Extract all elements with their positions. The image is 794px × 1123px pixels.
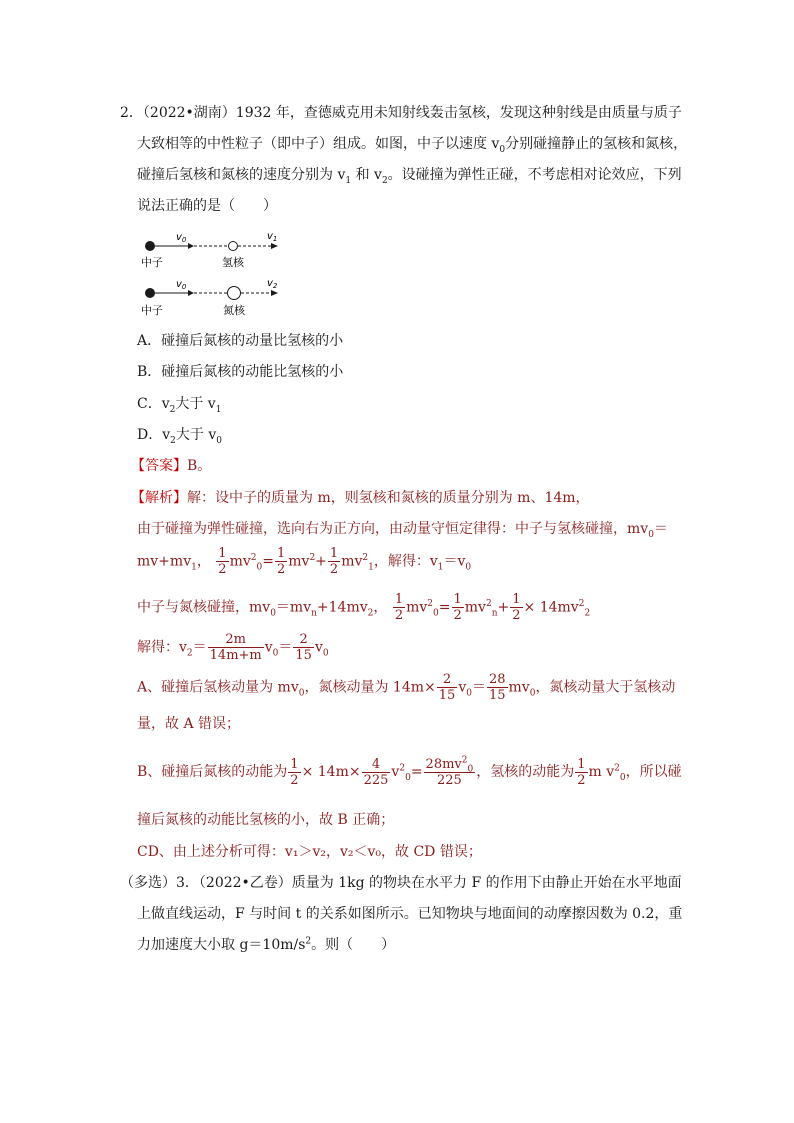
- analysis-text: 由于碰撞为弹性碰撞，选向右为正方向，由动量守恒定律得：中子与氢核碰撞，mv: [137, 521, 649, 537]
- sub: n: [491, 608, 498, 619]
- analysis-text: +: [315, 553, 327, 570]
- analysis-lineB1: [137, 755, 682, 789]
- analysis-text: =: [262, 553, 274, 570]
- fraction: $\frac{1}{2}$: [512, 592, 521, 623]
- collision-diagram: [130, 226, 300, 322]
- analysis-tag: 【解析】: [131, 490, 187, 506]
- fraction: $\frac{1}{2}$: [394, 592, 404, 623]
- q3-text: 力加速度大小取 g＝10m/s: [137, 937, 306, 953]
- analysis-text: mv: [508, 679, 530, 696]
- option-b: B．碰撞后氮核的动能比氢核的小: [137, 364, 344, 380]
- analysis-text: +: [497, 599, 510, 616]
- analysis-text: ，解得：v: [373, 553, 438, 570]
- fraction: $\frac{2}{15}$: [295, 632, 312, 663]
- fraction: $\frac{1}{2}$: [290, 756, 299, 788]
- frac-num: $28mv^2_0$: [425, 755, 474, 775]
- sub: 2: [381, 175, 388, 186]
- analysis-line3: [137, 546, 471, 577]
- sub: 2: [186, 648, 193, 659]
- sub: 0: [466, 688, 472, 699]
- fraction: $\frac{1}{2}$: [577, 756, 586, 788]
- sub: 1: [191, 562, 197, 573]
- option-c-text: C．v: [137, 396, 170, 412]
- analysis-text: ，氢核的动能为: [476, 764, 575, 780]
- sub: 0: [322, 648, 329, 659]
- q2-stem-text: 。设碰撞为弹性正碰，不考虑相对论效应，下列: [387, 167, 682, 183]
- analysis-text: × 14m×: [301, 764, 361, 780]
- hydrogen-label: 氢核: [222, 256, 244, 269]
- hydrogen-nucleus: [229, 242, 238, 251]
- analysis-lineCD: CD、由上述分析可得：v₁＞v₂，v₂＜v₀，故 CD 错误；: [137, 844, 482, 860]
- sub: n: [311, 608, 317, 619]
- q2-stem-text: 大致相等的中性粒子（即中子）组成。如图，中子以速度: [137, 136, 487, 152]
- sub: 1: [368, 562, 374, 573]
- analysis-line4: [137, 592, 590, 623]
- sup: 2: [399, 763, 406, 774]
- analysis-text: mv: [288, 553, 310, 570]
- sub: 2: [169, 404, 176, 415]
- analysis-lineA1: [137, 672, 675, 703]
- q2-stem-line4: 说法正确的是（ ）: [137, 198, 277, 214]
- q2-stem-text: 和: [355, 167, 370, 183]
- neutron-dot: [145, 288, 155, 298]
- analysis-text: m v: [588, 764, 615, 780]
- sub: 1: [345, 175, 352, 186]
- q2-stem-line3: [137, 165, 682, 185]
- analysis-line2: [137, 519, 668, 539]
- sub: 2: [170, 435, 176, 446]
- sup: 2: [427, 598, 434, 609]
- analysis-text: mv: [464, 599, 486, 616]
- analysis-text: mv+mv: [137, 553, 192, 570]
- fraction: $\frac{2m}{14m+m}$: [209, 632, 262, 663]
- q2-stem-text: 碰撞后氢核和氮核的速度分别为: [137, 167, 333, 183]
- nitrogen-label: 氮核: [223, 304, 245, 317]
- v0-label: $v_0$: [176, 279, 187, 291]
- sub: 2: [584, 608, 591, 619]
- analysis-text: A、碰撞后氢核动量为 mv: [137, 679, 299, 696]
- sub: 0: [256, 562, 263, 573]
- fraction: $\frac{28}{15}$: [488, 672, 506, 703]
- sub: 0: [465, 562, 472, 573]
- answer-line: [131, 456, 211, 476]
- sup: 2: [362, 552, 369, 563]
- v1-label: $v_1$: [267, 231, 278, 243]
- analysis-text: mv: [341, 553, 363, 570]
- sub: 0: [405, 772, 411, 783]
- option-d: [137, 425, 222, 445]
- v-symbol: v: [337, 167, 346, 183]
- analysis-text: mv: [406, 599, 428, 616]
- fraction: $\frac{28mv^2_0}{225}$: [425, 755, 474, 788]
- q3-text: 。则（ ）: [311, 937, 396, 953]
- neutron-dot: [145, 241, 155, 251]
- v2-label: $v_2$: [267, 278, 278, 290]
- sub: 0: [529, 688, 536, 699]
- sub: 0: [648, 529, 654, 540]
- analysis-text: 中子与氮核碰撞，mv: [137, 599, 271, 616]
- analysis-text: mv: [229, 553, 251, 570]
- analysis-text: ＝: [653, 521, 668, 537]
- analysis-text: × 14mv: [523, 599, 579, 616]
- analysis-text: ＝: [278, 639, 293, 656]
- sub: 0: [619, 772, 626, 783]
- analysis-lineB2: 撞后氮核的动能比氢核的小，故 B 正确；: [137, 812, 395, 828]
- q2-stem-line2: [137, 134, 687, 154]
- analysis-text: ，氮核动量大于氢核动: [535, 679, 676, 696]
- analysis-text: ＝mv: [275, 599, 312, 616]
- option-d-text: D．v: [137, 427, 171, 443]
- arrow-head: [188, 290, 194, 296]
- sub: 0: [270, 608, 276, 619]
- option-d-text: 大于 v: [175, 427, 217, 443]
- v0-label: $v_0$: [176, 232, 187, 244]
- analysis-text: =: [438, 599, 451, 616]
- analysis-text: ，: [196, 553, 211, 570]
- option-c: [137, 394, 221, 414]
- neutron-label: 中子: [141, 304, 163, 317]
- option-a: A．碰撞后氮核的动量比氢核的小: [137, 333, 344, 349]
- sup: 2: [614, 763, 620, 774]
- nitrogen-nucleus: [228, 287, 241, 300]
- analysis-text: ＝: [471, 679, 486, 696]
- sub: 0: [499, 144, 506, 155]
- analysis-text: ＝v: [443, 553, 466, 570]
- sup: 2: [485, 598, 492, 609]
- answer-value: B。: [187, 458, 212, 474]
- arrow-head: [271, 243, 278, 249]
- q2-stem-text: 分别碰撞静止的氢核和氮核，: [505, 136, 688, 152]
- q3-line2: 上做直线运动，F 与时间 t 的关系如图所示。已知物块与地面间的动摩擦因数为 0.2，重: [137, 906, 683, 922]
- arrow-head: [271, 290, 278, 296]
- analysis-text: ，氮核动量为 14m×: [304, 679, 436, 696]
- analysis-text: ，所以碰: [625, 764, 682, 780]
- sub: 0: [298, 688, 305, 699]
- v0-symbol: v: [491, 136, 500, 152]
- answer-tag: 【答案】: [131, 458, 187, 474]
- sub: 1: [437, 562, 444, 573]
- sub: 0: [216, 435, 222, 446]
- neutron-label: 中子: [141, 256, 163, 269]
- arrow-head: [188, 243, 194, 249]
- v-symbol: v: [374, 167, 382, 183]
- analysis-text: B、碰撞后氮核的动能为: [137, 764, 288, 780]
- analysis-text: 解得：v: [137, 639, 187, 656]
- fraction: $\frac{1}{2}$: [218, 546, 227, 577]
- sup: 2: [250, 552, 257, 563]
- fraction: $\frac{1}{2}$: [276, 546, 286, 577]
- fraction: $\frac{1}{2}$: [453, 592, 462, 623]
- sub: 0: [272, 648, 279, 659]
- q2-stem-line1: 2．（2022•湖南）1932 年，查德威克用未知射线轰击氢核，发现这种射线是由质量与质子: [120, 105, 682, 121]
- option-c-text: 大于 v: [175, 396, 216, 412]
- analysis-text: v: [458, 679, 467, 696]
- analysis-text: v: [391, 764, 400, 780]
- sub: 0: [433, 608, 439, 619]
- sub: 1: [215, 404, 222, 415]
- analysis-text: v: [264, 639, 273, 656]
- q3-line1: （多选）3．（2022•乙卷）质量为 1kg 的物块在水平力 F 的作用下由静止开始在水平地面: [120, 875, 682, 891]
- sup: 2: [309, 552, 316, 563]
- analysis-intro: [131, 488, 590, 508]
- sup: 2: [578, 598, 585, 609]
- sub: 2: [367, 608, 374, 619]
- fraction: $\frac{1}{2}$: [329, 546, 339, 577]
- analysis-lineA2: 量，故 A 错误；: [137, 716, 241, 732]
- analysis-text: v: [314, 639, 323, 656]
- q3-line3: [137, 935, 395, 955]
- analysis-text: =: [410, 764, 423, 780]
- analysis-text: 解：设中子的质量为 m，则氢核和氮核的质量分别为 m、14m，: [187, 490, 590, 506]
- analysis-text: ＝: [192, 639, 207, 656]
- fraction: $\frac{2}{15}$: [438, 672, 456, 703]
- analysis-line5: [137, 632, 329, 663]
- analysis-text: +14mv: [316, 599, 368, 616]
- sup: 2: [305, 936, 312, 947]
- analysis-text: ，: [373, 599, 388, 616]
- fraction: $\frac{4}{225}$: [363, 756, 389, 788]
